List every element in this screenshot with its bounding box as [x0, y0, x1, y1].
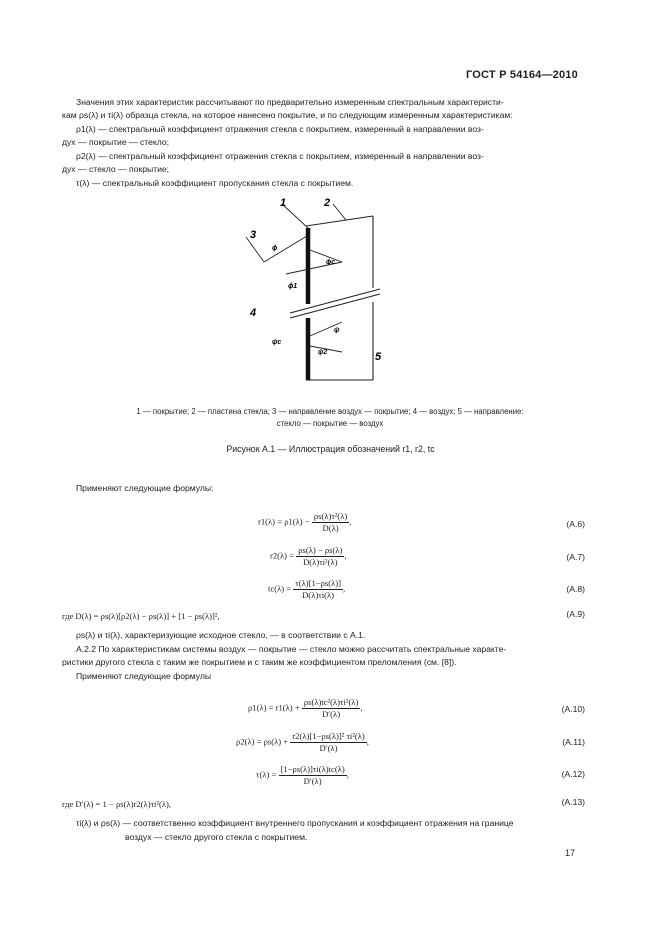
angle-phi1-label: ϕ1	[288, 283, 298, 290]
formula-a12: τ(λ) = $\frac{[1-\rho s(\lambda)]\tau i(\lambda)tc(\lambda)}{D'(\lambda)}$ ,	[256, 764, 349, 786]
formula-a6-denominator: D(λ)	[322, 523, 339, 533]
rho2-def-a: ρ2(λ) — спектральный коэффициент отражения стекла с покрытием, измеренный в направлении воз-	[76, 151, 484, 161]
formulas-intro: Применяют следующие формулы:	[76, 483, 214, 493]
formula-a9: где D(λ) = ρs(λ)[ρ2(λ) − ρs(λ)] + [1 − ρs(λ)]²,	[62, 611, 220, 621]
formula-a12-denominator: D′(λ)	[303, 776, 322, 786]
formula-a11-lhs: ρ2(λ) = ρs(λ) +	[236, 736, 289, 747]
rho1-def-a: ρ1(λ) — спектральный коэффициент отражения стекла с покрытием, измеренный в направлении воз-	[76, 124, 484, 134]
tau-def: τ(λ) — спектральный коэффициент пропускания стекла с покрытием.	[76, 178, 354, 188]
formula-a11-numerator: r2(λ)[1−ρs(λ)]² τi²(λ)	[292, 731, 365, 741]
angle-psi-label: ψ	[334, 327, 340, 334]
equation-number-a9: (A.9)	[566, 609, 585, 619]
closing-line-2: воздух — стекло другого стекла с покрытием.	[125, 832, 308, 842]
equation-number-a7: (A.7)	[566, 552, 585, 562]
equation-number-a6: (A.6)	[566, 519, 585, 529]
intro-line-1: Значения этих характеристик рассчитывают по предварительно измеренным спектральным характеристи-	[76, 97, 504, 107]
figure-label-3: 3	[250, 229, 257, 241]
figure-label-4: 4	[250, 307, 257, 319]
formula-a7-lhs: r2(λ) =	[270, 550, 295, 561]
formula-a12-numerator: [1−ρs(λ)]τi(λ)tc(λ)	[280, 764, 345, 774]
figure-label-1: 1	[280, 197, 287, 209]
angle-phi-label: ϕ	[272, 245, 278, 252]
equation-number-a12: (A.12)	[561, 769, 585, 779]
page-number: 17	[565, 848, 576, 858]
formula-a10-lhs: ρ1(λ) = r1(λ) +	[248, 702, 300, 713]
formula-a8: tc(λ) = $\frac{\tau(\lambda)[1-\rho s(\lambda)]}{D(\lambda)\tau i(\lambda)}$ ,	[268, 578, 346, 600]
formula-a7-numerator: ρs(λ) − ρs(λ)	[298, 545, 343, 555]
angle-psic-label: ψc	[272, 339, 282, 346]
formula-a8-numerator: τ(λ)[1−ρs(λ)]	[295, 578, 341, 588]
rho2-def-b: дух — стекло — покрытие;	[62, 164, 170, 174]
angle-phic-label: ϕc	[326, 259, 336, 266]
closing-line-1: τi(λ) и ρs(λ) — соответственно коэффициент внутреннего пропускания и коэффициент отражения на границе	[76, 818, 514, 828]
equation-number-a8: (A.8)	[566, 584, 585, 594]
formula-a13: где D′(λ) = 1 − ρs(λ)r2(λ)τi²(λ),	[62, 799, 172, 809]
formula-a6-numerator: ρs(λ)τ²(λ)	[313, 511, 348, 521]
figure-caption-line-2: стекло — покрытие — воздух	[276, 419, 384, 428]
formula-a7-denominator: D(λ)τi²(λ)	[303, 557, 338, 567]
formula-a6: r1(λ) = ρ1(λ) − $\frac{\text{ρs(λ)τ²(λ)}}{D(\lambda)}$ ,	[258, 511, 352, 533]
formula-a6-lhs: r1(λ) = ρ1(λ) −	[258, 516, 310, 527]
figure-title: Рисунок А.1 — Иллюстрация обозначений r1, r2, tc	[226, 444, 435, 454]
middle-line-1: ρs(λ) и τi(λ), характеризующие исходное стекло, — в соответствии с А.1.	[76, 630, 366, 640]
formula-a8-denominator: D(λ)τi(λ)	[302, 590, 335, 600]
formula-a11: ρ2(λ) = ρs(λ) + $\frac{\text{r2(λ)[1−ρs(λ)]² τi²(λ)}}{D'(\lambda)}$ ,	[236, 731, 369, 753]
formula-a8-lhs: tc(λ) =	[268, 583, 292, 594]
middle-line-4: Применяют следующие формулы	[76, 671, 212, 681]
equation-number-a11: (A.11)	[562, 737, 585, 747]
document-header: ГОСТ Р 54164—2010	[466, 69, 578, 81]
figure-label-5: 5	[375, 351, 382, 363]
middle-line-3: ристики другого стекла с таким же покрытием и с таким же коэффициентом преломления (см. [8]).	[62, 657, 457, 667]
equation-number-a10: (A.10)	[561, 704, 585, 714]
formula-a12-lhs: τ(λ) =	[256, 769, 277, 780]
equation-number-a13: (A.13)	[561, 797, 585, 807]
formula-a11-denominator: D′(λ)	[319, 743, 338, 753]
formula-a10-denominator: D′(λ)	[322, 709, 341, 719]
middle-line-2: А.2.2 По характеристикам системы воздух — покрытие — стекло можно рассчитать спектральные характе-	[76, 644, 507, 654]
rho1-def-b: дух — покрытие — стекло;	[62, 137, 170, 147]
formula-a10: ρ1(λ) = r1(λ) + $\frac{\text{ρs(λ)tc²(λ)τi²(λ)}}{D'(\lambda)}$ ,	[248, 697, 363, 719]
intro-line-2: кам ρs(λ) и τi(λ) образца стекла, на которое нанесено покрытие, и по следующим измеренным характеристикам:	[62, 110, 513, 120]
formula-a7: r2(λ) = $\frac{\rho s(\lambda) - \rho s(\lambda)}{\text{D(λ)τi²(λ)}}$ ,	[270, 545, 347, 567]
angle-psi2-label: ψ2	[318, 349, 328, 356]
formula-a10-numerator: ρs(λ)tc²(λ)τi²(λ)	[303, 697, 359, 707]
figure-caption-line-1: 1 — покрытие; 2 — пластина стекла; 3 — направление воздух — покрытие; 4 — воздух; 5 — направление:	[136, 407, 524, 416]
figure-label-2: 2	[324, 197, 331, 209]
figure-a1-diagram	[230, 190, 430, 400]
